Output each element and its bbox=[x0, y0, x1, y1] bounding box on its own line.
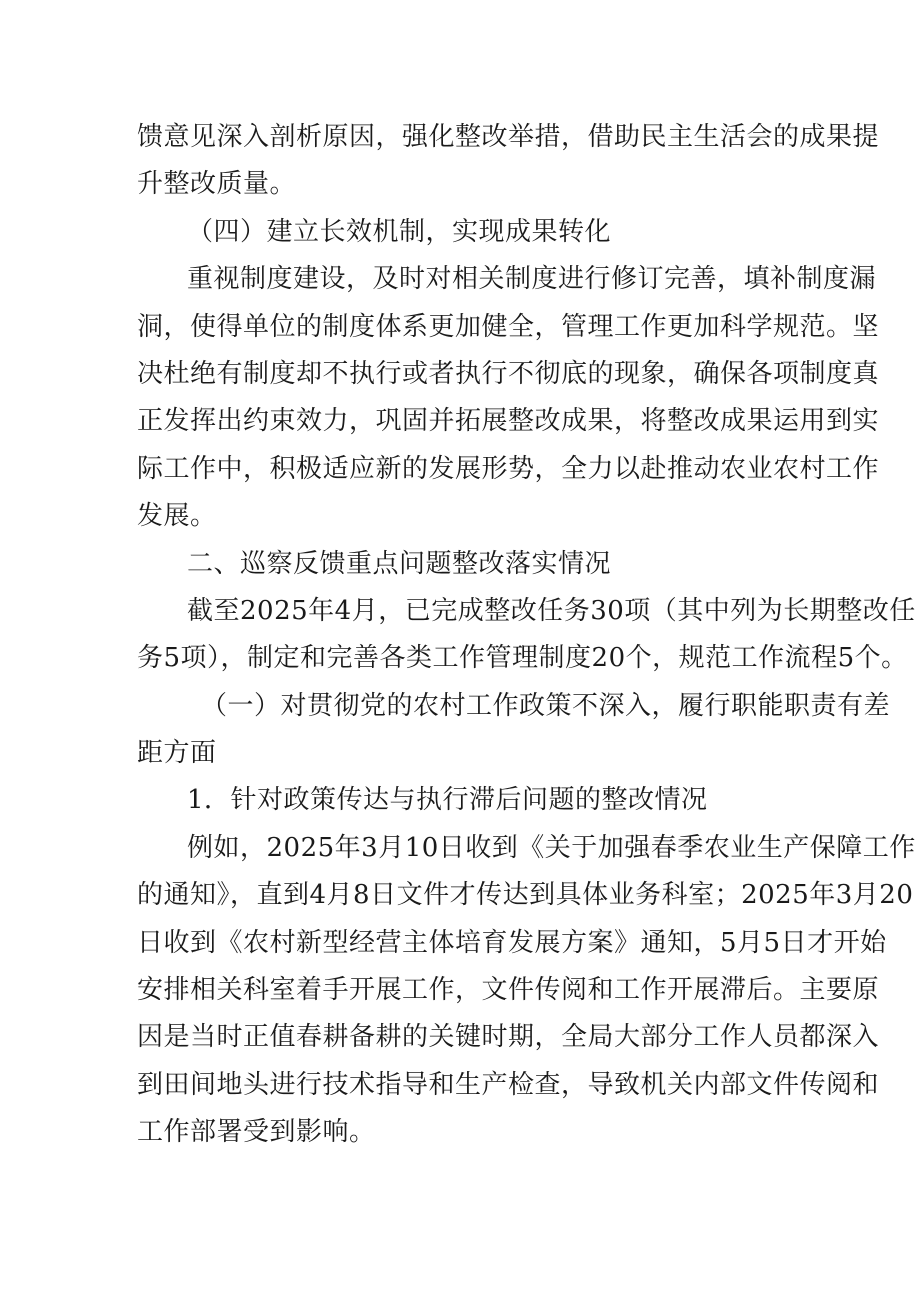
text-line: 工作部署受到影响。 bbox=[137, 1117, 376, 1148]
text-line: 例如，2025年3月10日收到《关于加强春季农业生产保障工作 bbox=[187, 832, 916, 863]
text-line: 际工作中，积极适应新的发展形势，全力以赴推动农业农村工作 bbox=[137, 453, 880, 484]
heading-text: （四）建立长效机制，实现成果转化 bbox=[187, 216, 612, 247]
item-heading-one bbox=[137, 777, 792, 824]
section-heading-two bbox=[137, 541, 792, 588]
text-line: 到田间地头进行技术指导和生产检查，导致机关内部文件传阅和 bbox=[137, 1069, 880, 1100]
heading-text: 二、巡察反馈重点问题整改落实情况 bbox=[187, 548, 612, 579]
paragraph-progress-summary bbox=[137, 588, 916, 683]
heading-text: 1．针对政策传达与执行滞后问题的整改情况 bbox=[187, 785, 708, 816]
text-line: 发展。 bbox=[137, 501, 217, 532]
text-line: 务5项），制定和完善各类工作管理制度20个，规范工作流程5个。 bbox=[137, 643, 908, 674]
document-body bbox=[137, 114, 916, 1157]
text-line: 日收到《农村新型经营主体培育发展方案》通知，5月5日才开始 bbox=[137, 927, 887, 958]
text-line: 洞，使得单位的制度体系更加健全，管理工作更加科学规范。坚 bbox=[137, 311, 880, 342]
text-line: 决杜绝有制度却不执行或者执行不彻底的现象，确保各项制度真 bbox=[137, 358, 880, 389]
heading-text: 距方面 bbox=[137, 738, 217, 769]
section-heading-four bbox=[137, 209, 792, 256]
text-line: 馈意见深入剖析原因，强化整改举措，借助民主生活会的成果提 bbox=[137, 122, 880, 152]
text-line: 因是当时正值春耕备耕的关键时期，全局大部分工作人员都深入 bbox=[137, 1022, 880, 1053]
paragraph-example bbox=[137, 825, 916, 1157]
text-line: 的通知》，直到4月8日文件才传达到具体业务科室；2025年3月20 bbox=[137, 880, 914, 911]
text-line: 正发挥出约束效力，巩固并拓展整改成果，将整改成果运用到实 bbox=[137, 406, 880, 437]
paragraph-continuation bbox=[137, 114, 880, 209]
text-line: 升整改质量。 bbox=[137, 169, 297, 200]
text-line: 截至2025年4月，已完成整改任务30项（其中列为长期整改任 bbox=[187, 595, 916, 626]
text-line: 安排相关科室着手开展工作，文件传阅和工作开展滞后。主要原 bbox=[137, 975, 880, 1006]
paragraph-system-building bbox=[137, 256, 880, 540]
text-line: 重视制度建设，及时对相关制度进行修订完善，填补制度漏 bbox=[187, 264, 877, 295]
subsection-heading-one bbox=[137, 683, 891, 778]
heading-text: （一）对贯彻党的农村工作政策不深入，履行职能职责有差 bbox=[201, 690, 891, 721]
